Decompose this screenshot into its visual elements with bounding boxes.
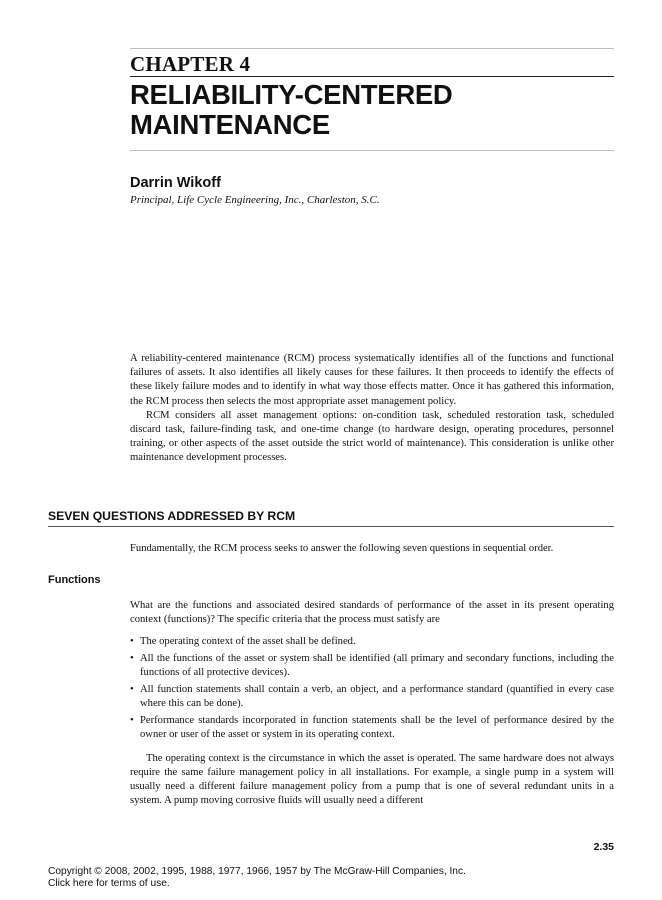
- chapter-label: CHAPTER 4: [130, 52, 251, 76]
- list-item-text: The operating context of the asset shall be defined.: [140, 636, 356, 647]
- chapter-title: [130, 80, 452, 140]
- terms-of-use-link[interactable]: Click here for terms of use.: [48, 878, 170, 889]
- bullet-icon: •: [130, 653, 134, 664]
- functions-paragraph: What are the functions and associated desired standards of performance of the asset in its present operating context (functions)? The specific criteria that the process must satisfy are: [130, 600, 614, 625]
- title-divider: [130, 150, 614, 151]
- bullet-icon: •: [130, 636, 134, 647]
- criteria-list: [130, 635, 614, 745]
- chapter-title-line2: MAINTENANCE: [130, 109, 330, 140]
- operating-context-paragraph: The operating context is the circumstance in which the asset is operated. The same hardware does not always require the same failure management policy in all installations. For example, a single pump in a system will usually need a different failure management policy from a pump that is one of several redundant units in a system. A pump moving corrosive fluids will usually need a different: [130, 753, 614, 806]
- intro-text: [130, 352, 614, 466]
- page-number: 2.35: [593, 841, 614, 853]
- chapter-divider: [130, 76, 614, 77]
- copyright-notice: Copyright © 2008, 2002, 1995, 1988, 1977, 1966, 1957 by The McGraw-Hill Companies, Inc.: [48, 866, 466, 877]
- author-name: Darrin Wikoff: [130, 175, 221, 191]
- subsection-heading-functions: Functions: [48, 574, 101, 586]
- list-item: [130, 714, 614, 742]
- bullet-icon: •: [130, 684, 134, 695]
- list-item: [130, 652, 614, 680]
- list-item: [130, 683, 614, 711]
- section-lead-paragraph: Fundamentally, the RCM process seeks to answer the following seven questions in sequential order.: [130, 543, 554, 554]
- list-item-text: All function statements shall contain a verb, an object, and a performance standard (quantified in every case where this can be done).: [140, 684, 614, 709]
- author-affiliation: Principal, Life Cycle Engineering, Inc., Charleston, S.C.: [130, 194, 380, 206]
- section-divider: [48, 526, 614, 527]
- section-heading: SEVEN QUESTIONS ADDRESSED BY RCM: [48, 509, 296, 523]
- intro-paragraph-1: A reliability-centered maintenance (RCM) process systematically identifies all of the functions and functional failures of assets. It also identifies all likely causes for these failures. It then proceeds to identify the effects of these likely failure modes and to identify in what way those effects matter. Once it has gathered this information, the RCM process then selects the most appropriate asset management policy.: [130, 353, 614, 407]
- list-item-text: All the functions of the asset or system shall be identified (all primary and secondary functions, including the functions of all protective devices).: [140, 653, 614, 678]
- intro-paragraph-2: RCM considers all asset management options: on-condition task, scheduled restoration task, scheduled discard task, failure-finding task, and one-time change (to hardware design, operating procedures, personnel training, or other aspects of the asset outside the strict world of maintenance). This consideration is unlike other maintenance development processes.: [130, 409, 614, 464]
- top-divider: [130, 48, 614, 49]
- list-item: [130, 635, 614, 649]
- chapter-title-line1: RELIABILITY-CENTERED: [130, 79, 453, 110]
- list-item-text: Performance standards incorporated in function statements shall be the level of performance desired by the owner or user of the asset or system in its operating context.: [140, 715, 614, 740]
- bullet-icon: •: [130, 715, 134, 726]
